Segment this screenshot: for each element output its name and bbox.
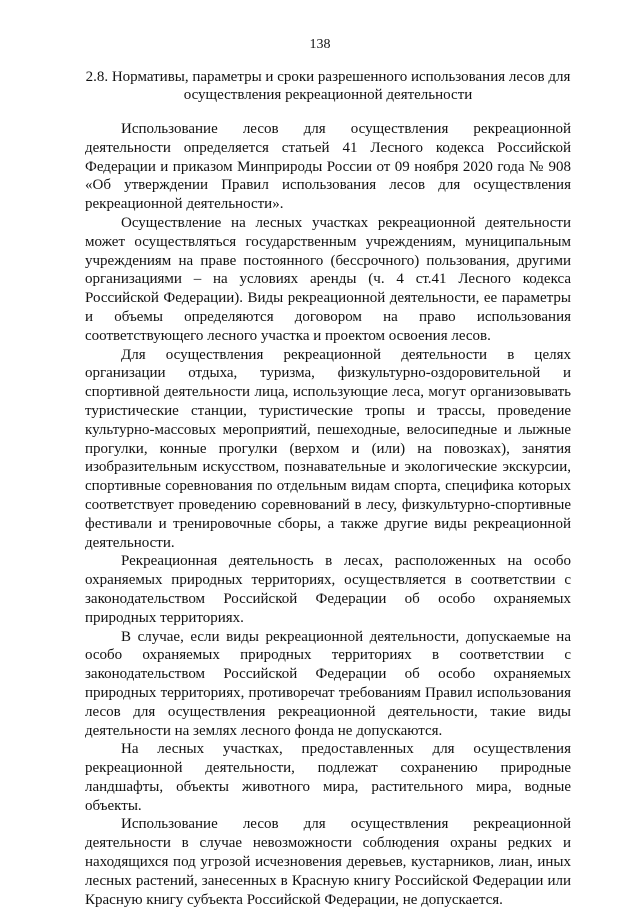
paragraph-7: Использование лесов для осуществления рекреационной деятельности в случае невозможности соблюдения охраны редких и находящихся под угрозой исчезновения деревьев, кустарников, лиан, иных лесных растений, занесенных в Красную книгу Российской Федерации или Красную книгу субъекта Российской Федерации, не допускается.: [85, 816, 571, 908]
paragraph-3: Для осуществления рекреационной деятельности в целях организации отдыха, туризма, физкультурно-оздоровительной и спортивной деятельности лица, использующие леса, могут организовывать туристические станции, туристические тропы и трассы, проведение культурно-массовых мероприятий, пешеходные, велосипедные и лыжные прогулки, конные прогулки (верхом и (или) на повозках), занятия изобразительным искусством, познавательные и экологические экскурсии, спортивные соревнования по отдельным видам спорта, специфика которых соответствует проведению соревнований в лесу, физкультурно-спортивные фестивали и тренировочные сборы, а также другие виды рекреационной деятельности.: [85, 346, 571, 551]
paragraph-4: Рекреационная деятельность в лесах, расположенных на особо охраняемых природных территориях, осуществляется в соответствии с законодательством Российской Федерации об особо охраняемых природных территориях.: [85, 553, 571, 626]
paragraph-2: Осуществление на лесных участках рекреационной деятельности может осуществляться государственным учреждениям, муниципальным учреждениям на праве постоянного (бессрочного) пользования, другими организациями – на условиях аренды (ч. 4 ст.41 Лесного кодекса Российской Федерации). Виды рекреационной деятельности, ее параметры и объемы определяются договором на право использования соответствующего лесного участка и проектом освоения лесов.: [85, 214, 571, 344]
paragraph-5: В случае, если виды рекреационной деятельности, допускаемые на особо охраняемых природных территориях в соответствии с законодательством Российской Федерации об особо охраняемых природных территориях, противоречат требованиям Правил использования лесов для осуществления рекреационной деятельности, такие виды деятельности на землях лесного фонда не допускаются.: [85, 628, 571, 739]
body-text: [85, 120, 571, 909]
page-number: 138: [309, 37, 331, 52]
section-title: 2.8. Нормативы, параметры и сроки разрешенного использования лесов для осуществления рекреационной деятельности: [85, 69, 571, 103]
paragraph-1: Использование лесов для осуществления рекреационной деятельности определяется статьей 41 Лесного кодекса Российской Федерации и приказом Минприроды России от 09 ноября 2020 года № 908 «Об утверждении Правил использования лесов для осуществления рекреационной деятельности».: [85, 121, 571, 213]
paragraph-6: На лесных участках, предоставленных для осуществления рекреационной деятельности, подлежат сохранению природные ландшафты, объекты животного мира, растительного мира, водные объекты.: [85, 741, 571, 814]
